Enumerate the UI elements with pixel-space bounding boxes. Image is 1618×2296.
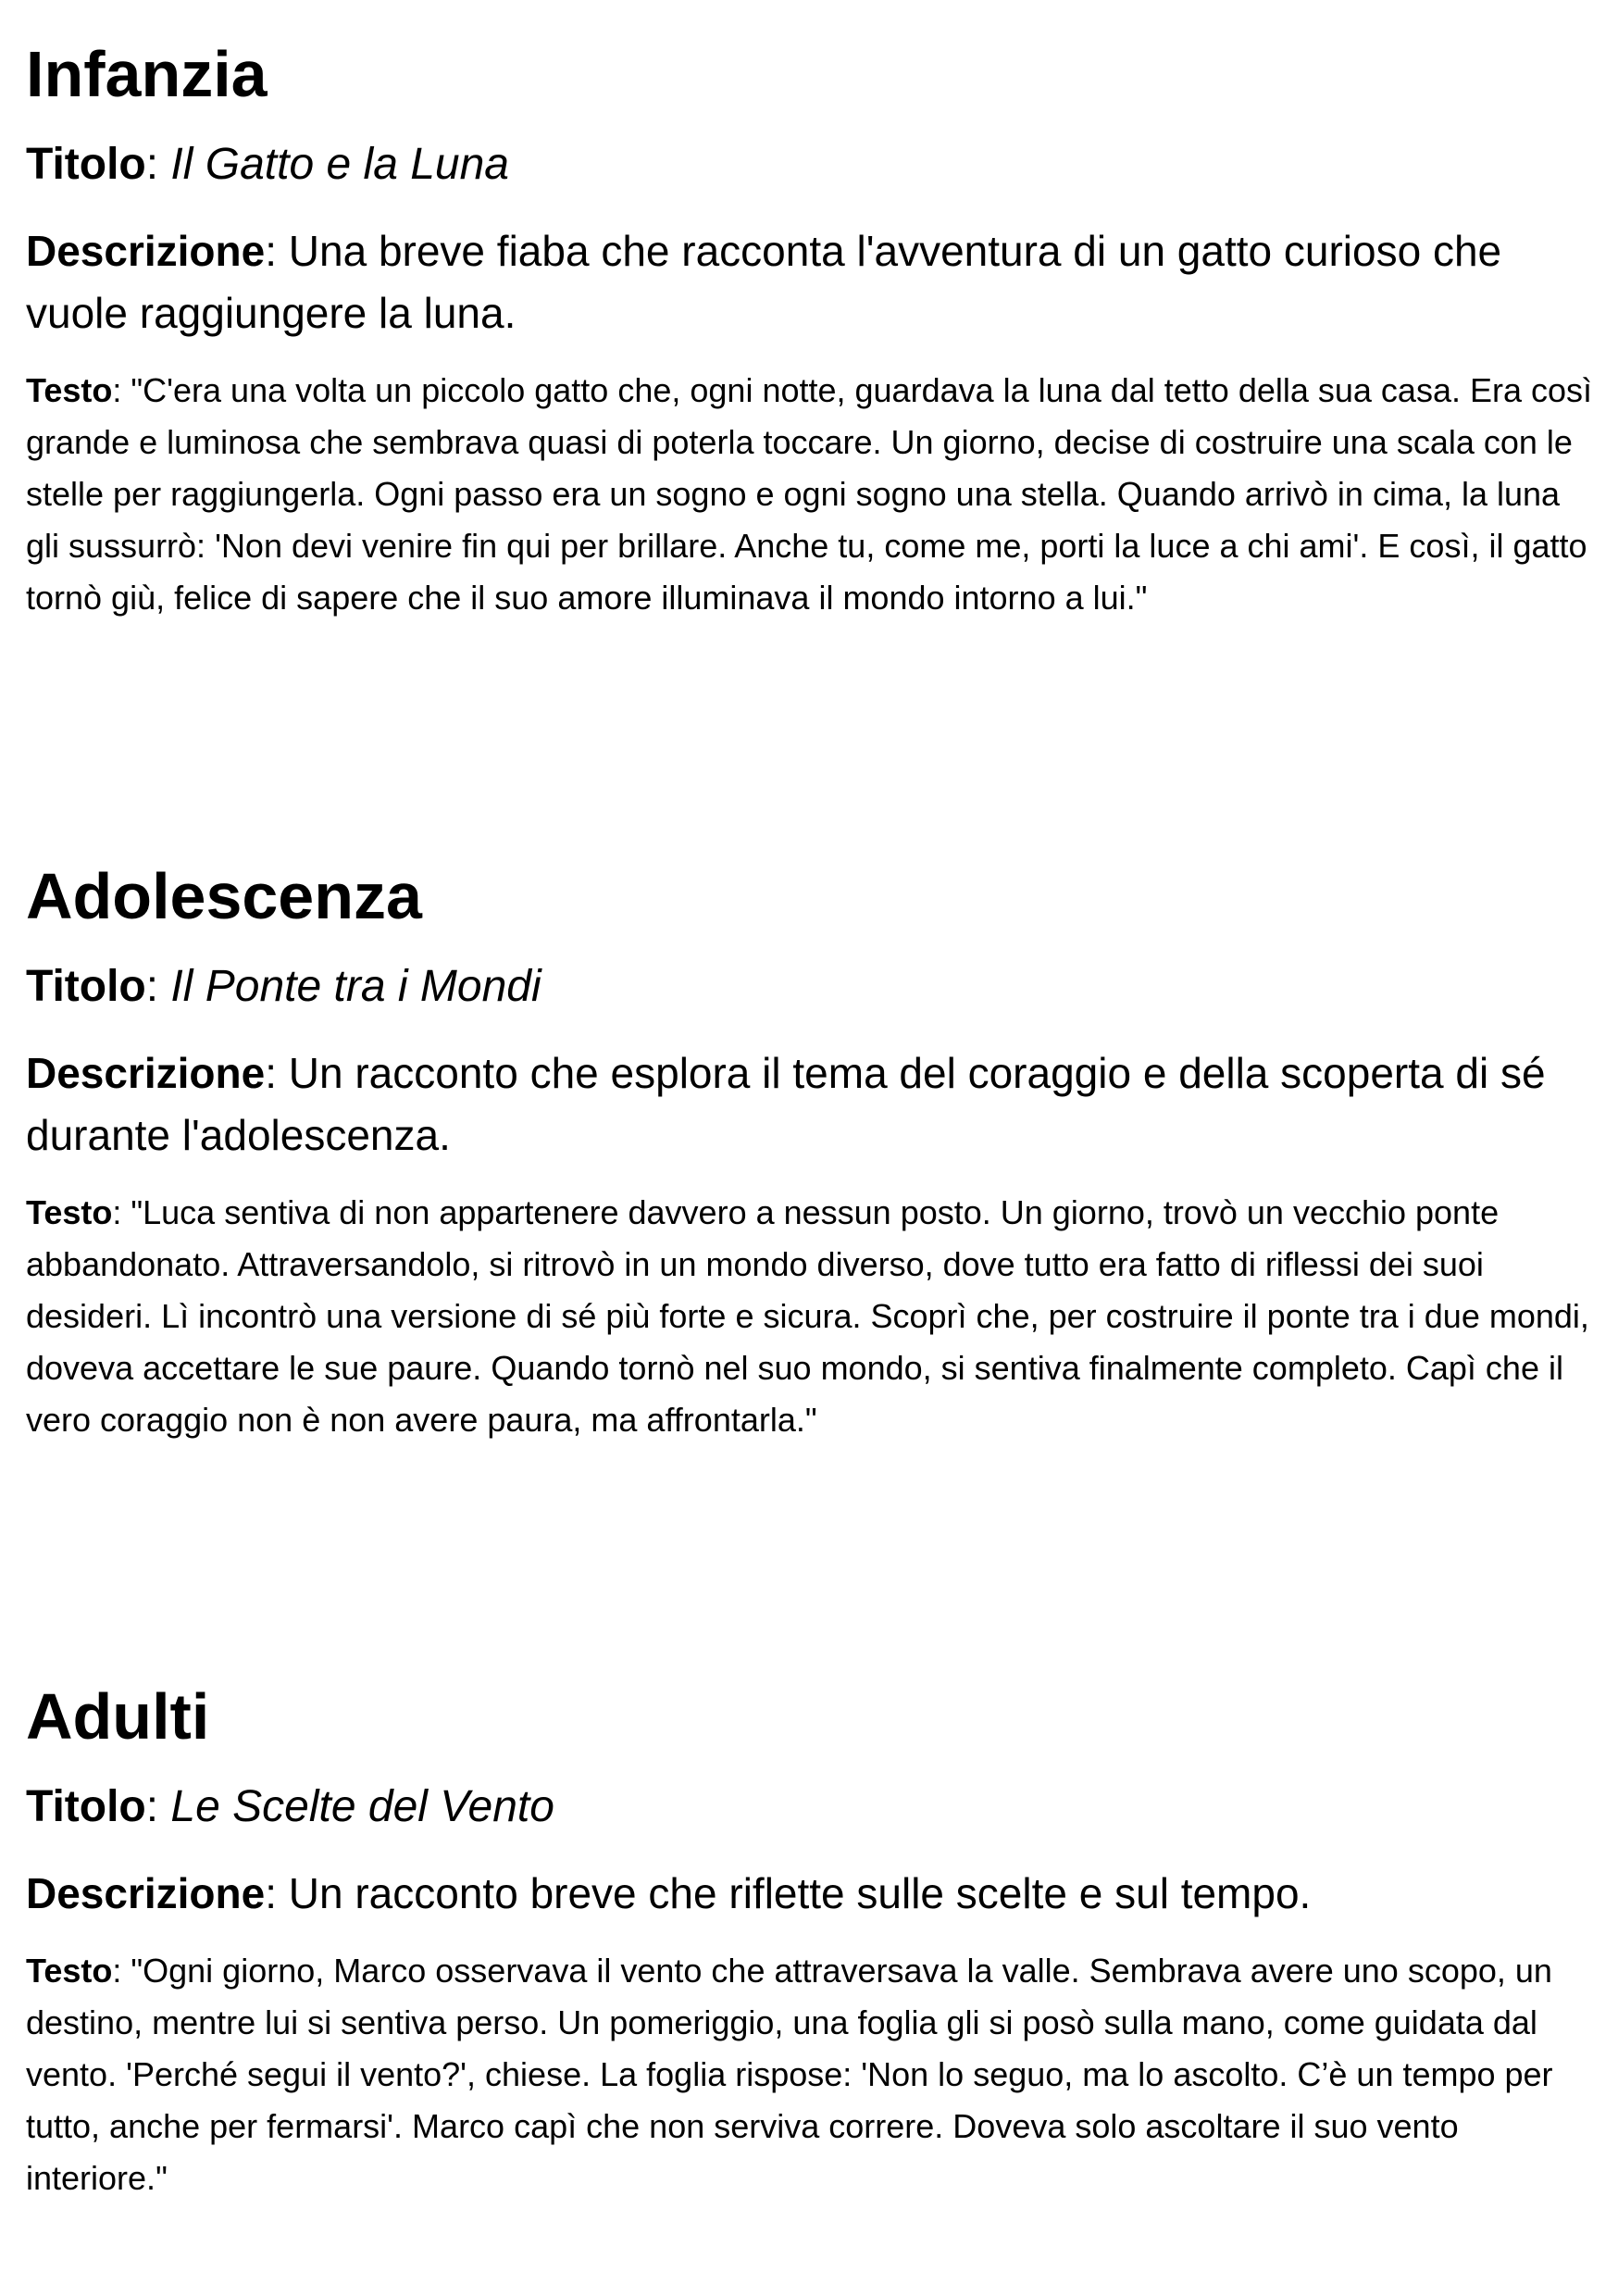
story-title: Titolo: Il Gatto e la Luna bbox=[26, 140, 509, 189]
section-heading: Adulti bbox=[26, 1680, 210, 1753]
title-label: Titolo bbox=[26, 962, 146, 1011]
description-value: Un racconto che esplora il tema del coraggio e della scoperta di sé durante l'adolescenza. bbox=[26, 1049, 1546, 1159]
story-text: Testo: "C'era una volta un piccolo gatto che, ogni notte, guardava la luna dal tetto della sua casa. Era così grande e luminosa che sembrava quasi di poterla toccare. Un giorno, decise di costruire una scala con le stelle per raggiungerla. Ogni passo era un sogno e ogni sogno una stella. Quando arrivò in cima, la luna gli sussurrò: 'Non devi venire fin qui per brillare. Anche tu, come me, porti la luce a chi ami'. E così, il gatto tornò giù, felice di sapere che il suo amore illuminava il mondo intorno a lui." bbox=[26, 371, 1593, 617]
section-adulti bbox=[26, 1679, 1599, 2204]
text-value: "Luca sentiva di non appartenere davvero a nessun posto. Un giorno, trovò un vecchio ponte abbandonato. Attraversandolo, si ritrovò in un mondo diverso, dove tutto era fatto di riflessi dei suoi desideri. Lì incontrò una versione di sé più forte e sicura. Scoprì che, per costruire il ponte tra i due mondi, doveva accettare le sue paure. Quando tornò nel suo mondo, si sentiva finalmente completo. Capì che il vero coraggio non è non avere paura, ma affrontarla." bbox=[26, 1193, 1589, 1439]
title-value: Il Gatto e la Luna bbox=[170, 140, 509, 189]
story-text: Testo: "Ogni giorno, Marco osservava il vento che attraversava la valle. Sembrava avere uno scopo, un destino, mentre lui si sentiva perso. Un pomeriggio, una foglia gli si posò sulla mano, come guidata dal vento. 'Perché segui il vento?', chiese. La foglia rispose: 'Non lo seguo, ma lo ascolto. C’è un tempo per tutto, anche per fermarsi'. Marco capì che non serviva correre. Doveva solo ascoltare il suo vento interiore." bbox=[26, 1952, 1553, 2197]
text-label: Testo bbox=[26, 1193, 113, 1231]
text-label: Testo bbox=[26, 371, 113, 409]
description-label: Descrizione bbox=[26, 1049, 266, 1097]
text-value: "Ogni giorno, Marco osservava il vento che attraversava la valle. Sembrava avere uno scopo, un destino, mentre lui si sentiva perso. Un pomeriggio, una foglia gli si posò sulla mano, come guidata dal vento. 'Perché segui il vento?', chiese. La foglia rispose: 'Non lo seguo, ma lo ascolto. C’è un tempo per tutto, anche per fermarsi'. Marco capì che non serviva correre. Doveva solo ascoltare il suo vento interiore." bbox=[26, 1952, 1553, 2197]
title-label: Titolo bbox=[26, 1782, 146, 1831]
story-description: Descrizione: Una breve fiaba che racconta l'avventura di un gatto curioso che vuole raggiungere la luna. bbox=[26, 227, 1502, 337]
description-label: Descrizione bbox=[26, 1869, 266, 1917]
story-title: Titolo: Le Scelte del Vento bbox=[26, 1782, 554, 1831]
description-value: Una breve fiaba che racconta l'avventura di un gatto curioso che vuole raggiungere la luna. bbox=[26, 227, 1502, 337]
section-heading: Adolescenza bbox=[26, 860, 422, 932]
story-description: Descrizione: Un racconto che esplora il tema del coraggio e della scoperta di sé durante l'adolescenza. bbox=[26, 1049, 1546, 1159]
title-value: Il Ponte tra i Mondi bbox=[170, 962, 541, 1011]
title-value: Le Scelte del Vento bbox=[170, 1782, 554, 1831]
story-description: Descrizione: Un racconto breve che riflette sulle scelte e sul tempo. bbox=[26, 1869, 1312, 1917]
section-infanzia bbox=[26, 37, 1599, 624]
title-label: Titolo bbox=[26, 140, 146, 189]
section-heading: Infanzia bbox=[26, 38, 268, 110]
description-label: Descrizione bbox=[26, 227, 266, 275]
description-value: Un racconto breve che riflette sulle scelte e sul tempo. bbox=[288, 1869, 1312, 1917]
text-label: Testo bbox=[26, 1952, 113, 1990]
section-adolescenza bbox=[26, 859, 1599, 1446]
text-value: "C'era una volta un piccolo gatto che, ogni notte, guardava la luna dal tetto della sua casa. Era così grande e luminosa che sembrava quasi di poterla toccare. Un giorno, decise di costruire una scala con le stelle per raggiungerla. Ogni passo era un sogno e ogni sogno una stella. Quando arrivò in cima, la luna gli sussurrò: 'Non devi venire fin qui per brillare. Anche tu, come me, porti la luce a chi ami'. E così, il gatto tornò giù, felice di sapere che il suo amore illuminava il mondo intorno a lui." bbox=[26, 371, 1593, 617]
story-text: Testo: "Luca sentiva di non appartenere davvero a nessun posto. Un giorno, trovò un vecchio ponte abbandonato. Attraversandolo, si ritrovò in un mondo diverso, dove tutto era fatto di riflessi dei suoi desideri. Lì incontrò una versione di sé più forte e sicura. Scoprì che, per costruire il ponte tra i due mondi, doveva accettare le sue paure. Quando tornò nel suo mondo, si sentiva finalmente completo. Capì che il vero coraggio non è non avere paura, ma affrontarla." bbox=[26, 1193, 1589, 1439]
story-title: Titolo: Il Ponte tra i Mondi bbox=[26, 962, 541, 1011]
